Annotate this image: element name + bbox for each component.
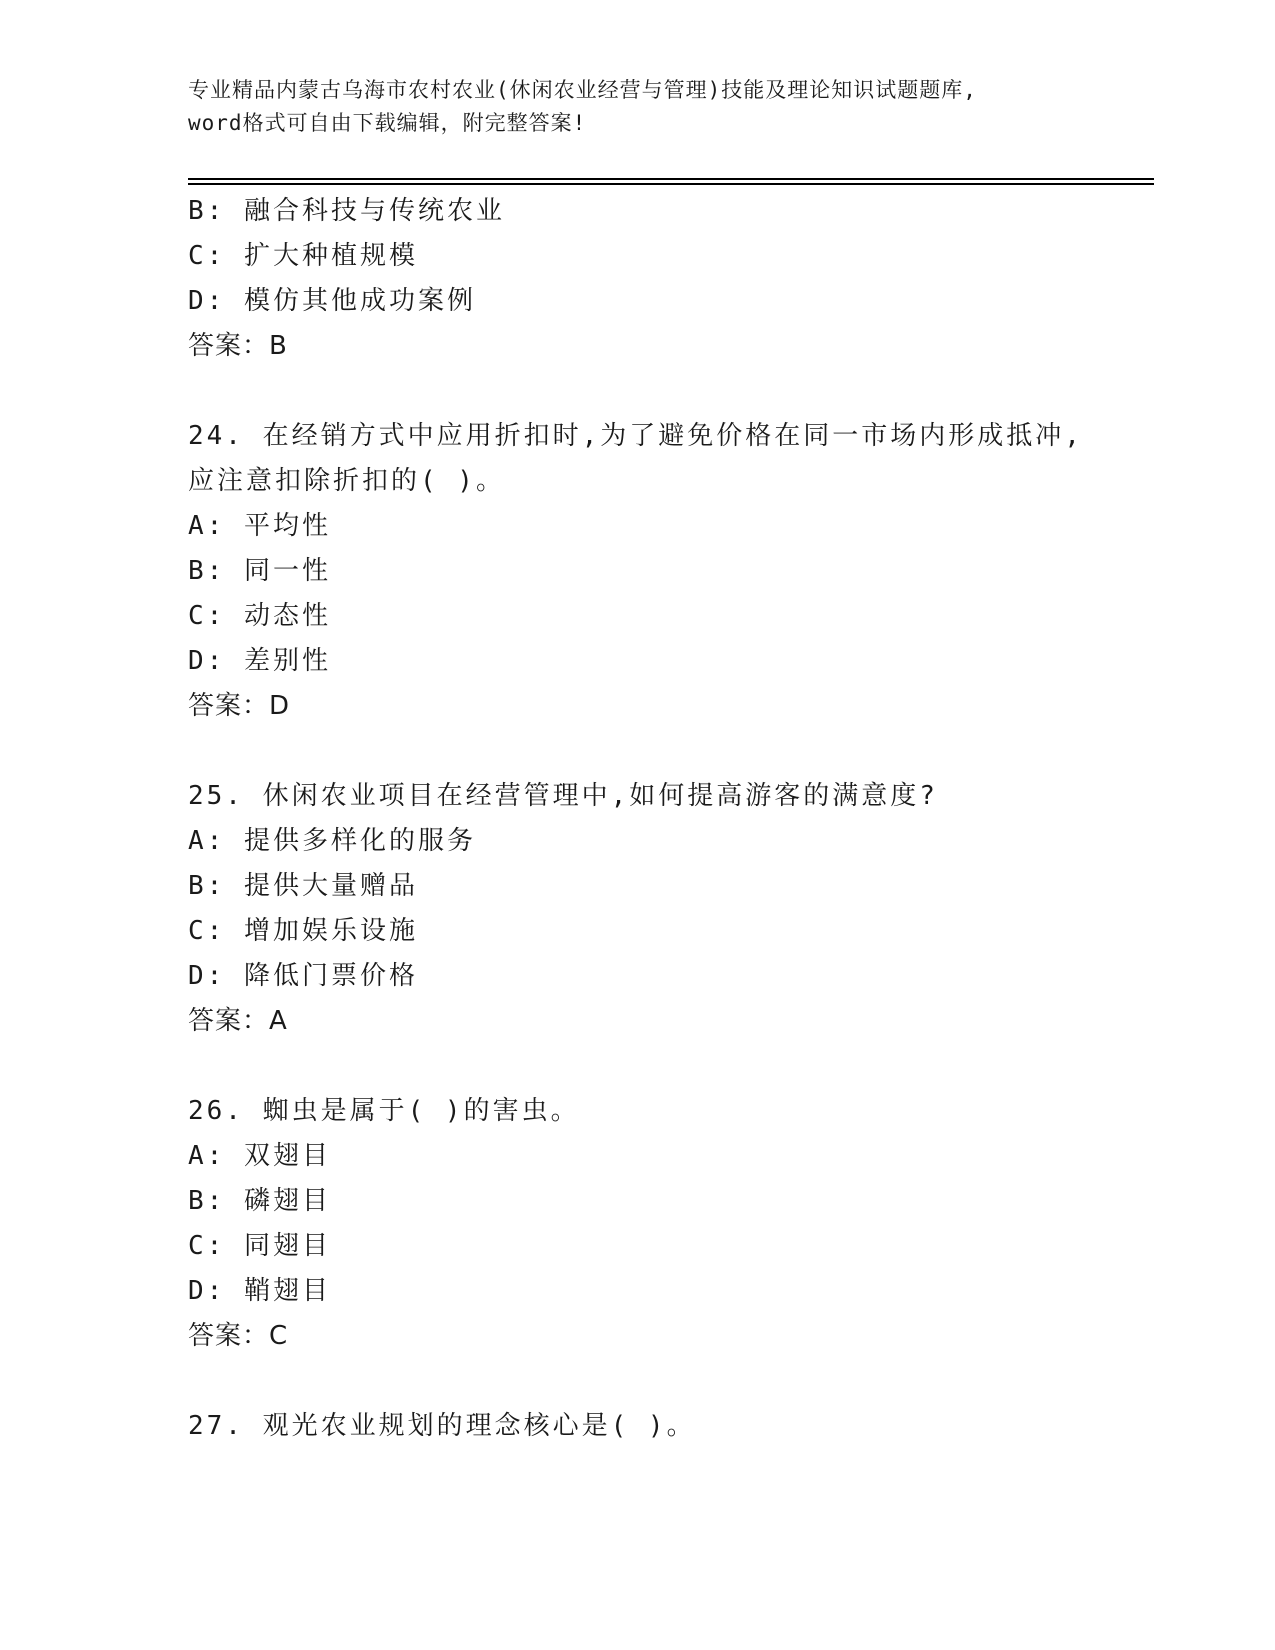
option-c: C: 扩大种植规模 [188,241,418,271]
option-a: A: 双翅目 [188,1141,331,1171]
header-line-2: word格式可自由下载编辑，附完整答案! [188,111,587,135]
answer-label: 答案：B [188,331,288,361]
question-stem-line-1: 25. 休闲农业项目在经营管理中,如何提高游客的满意度? [188,781,938,811]
header-line-1: 专业精品内蒙古乌海市农村农业(休闲农业经营与管理)技能及理论知识试题题库, [188,78,977,102]
option-c: C: 动态性 [188,601,331,631]
header-divider-top [188,178,1154,180]
option-b: B: 提供大量赠品 [188,871,418,901]
option-d: D: 差别性 [188,646,331,676]
option-b: B: 磷翅目 [188,1186,331,1216]
answer-label: 答案：A [188,1006,288,1036]
option-c: C: 同翅目 [188,1231,331,1261]
option-a: A: 提供多样化的服务 [188,826,476,856]
option-d: D: 模仿其他成功案例 [188,286,476,316]
header-divider-bottom [188,183,1154,185]
option-d: D: 降低门票价格 [188,961,418,991]
answer-label: 答案：C [188,1321,289,1351]
document-header [188,74,1088,140]
option-a: A: 平均性 [188,511,331,541]
question-stem-line-2: 应注意扣除折扣的( )。 [188,466,505,496]
answer-label: 答案：D [188,691,291,721]
option-b: B: 融合科技与传统农业 [188,196,505,226]
question-stem-line-1: 27. 观光农业规划的理念核心是( )。 [188,1411,696,1441]
option-c: C: 增加娱乐设施 [188,916,418,946]
question-stem-line-1: 24. 在经销方式中应用折扣时,为了避免价格在同一市场内形成抵冲, [188,421,1083,451]
option-b: B: 同一性 [188,556,331,586]
question-stem-line-1: 26. 蜘虫是属于( )的害虫。 [188,1096,580,1126]
option-d: D: 鞘翅目 [188,1276,331,1306]
